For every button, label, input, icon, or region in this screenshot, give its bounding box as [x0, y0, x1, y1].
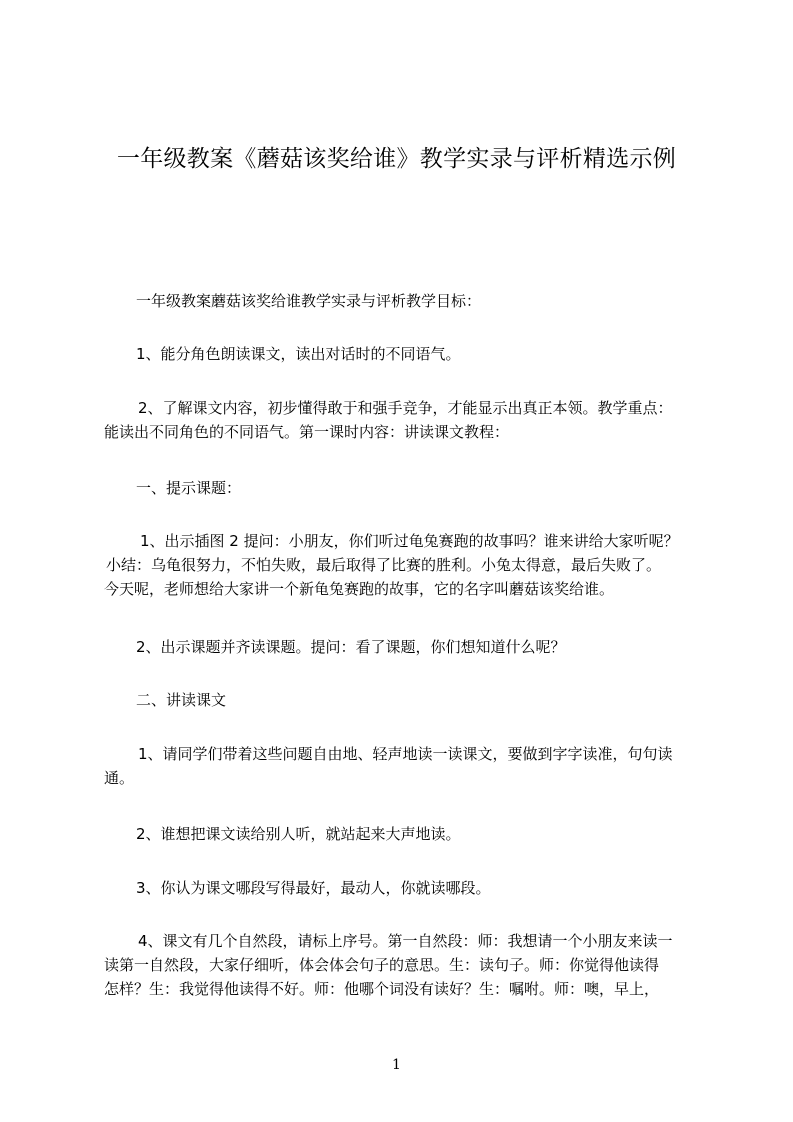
text-line: 1、出示插图 2 提问：小朋友，你们听过龟兔赛跑的故事吗？谁来讲给大家听呢？	[140, 532, 679, 550]
paragraph-step-1	[104, 529, 708, 601]
text-line: 2、谁想把课文读给别人听，就站起来大声地读。	[136, 825, 461, 843]
text-line: 一、提示课题：	[136, 479, 242, 497]
text-line: 1、能分角色朗读课文，读出对话时的不同语气。	[136, 345, 461, 363]
paragraph-objective-1	[104, 342, 740, 366]
text-line: 2、出示课题并齐读课题。提问：看了课题，你们想知道什么呢？	[136, 638, 566, 656]
page-number: 1	[392, 1057, 401, 1073]
text-line: 通。	[104, 769, 135, 787]
document-title: 一年级教案《蘑菇该奖给谁》教学实录与评析精选示例	[116, 146, 677, 172]
text-line: 读第一自然段，大家仔细听，体会体会句子的意思。生：读句子。师：你觉得他读得	[104, 956, 660, 974]
paragraph-reading-2	[104, 822, 740, 846]
text-line: 一年级教案蘑菇该奖给谁教学实录与评析教学目标：	[136, 292, 482, 310]
paragraph-objective-2	[104, 396, 708, 444]
text-line: 4、课文有几个自然段，请标上序号。第一自然段：师：我想请一个小朋友来读一	[138, 932, 673, 950]
text-line: 二、讲读课文	[136, 691, 227, 709]
text-line: 3、你认为课文哪段写得最好，最动人，你就读哪段。	[136, 879, 491, 897]
paragraph-reading-4	[104, 929, 708, 1001]
paragraph-step-2	[104, 635, 740, 659]
text-line: 2、了解课文内容，初步懂得敢于和强手竞争，才能显示出真正本领。教学重点：	[138, 399, 673, 417]
text-line: 能读出不同角色的不同语气。第一课时内容：讲读课文教程：	[104, 423, 510, 441]
section-heading-intro	[104, 476, 740, 500]
paragraph-reading-3	[104, 876, 740, 900]
text-line: 怎样？生：我觉得他读得不好。师：他哪个词没有读好？生：嘱咐。师：噢，早上，	[104, 980, 660, 998]
paragraph-reading-1	[104, 742, 708, 790]
section-heading-reading	[104, 688, 740, 712]
text-line: 小结：乌龟很努力，不怕失败，最后取得了比赛的胜利。小兔太得意，最后失败了。	[106, 556, 662, 574]
paragraph-objectives-heading	[104, 289, 740, 313]
text-line: 1、请同学们带着这些问题自由地、轻声地读一读课文，要做到字字读准，句句读	[138, 745, 673, 763]
text-line: 今天呢，老师想给大家讲一个新龟兔赛跑的故事，它的名字叫蘑菇该奖给谁。	[104, 580, 615, 598]
